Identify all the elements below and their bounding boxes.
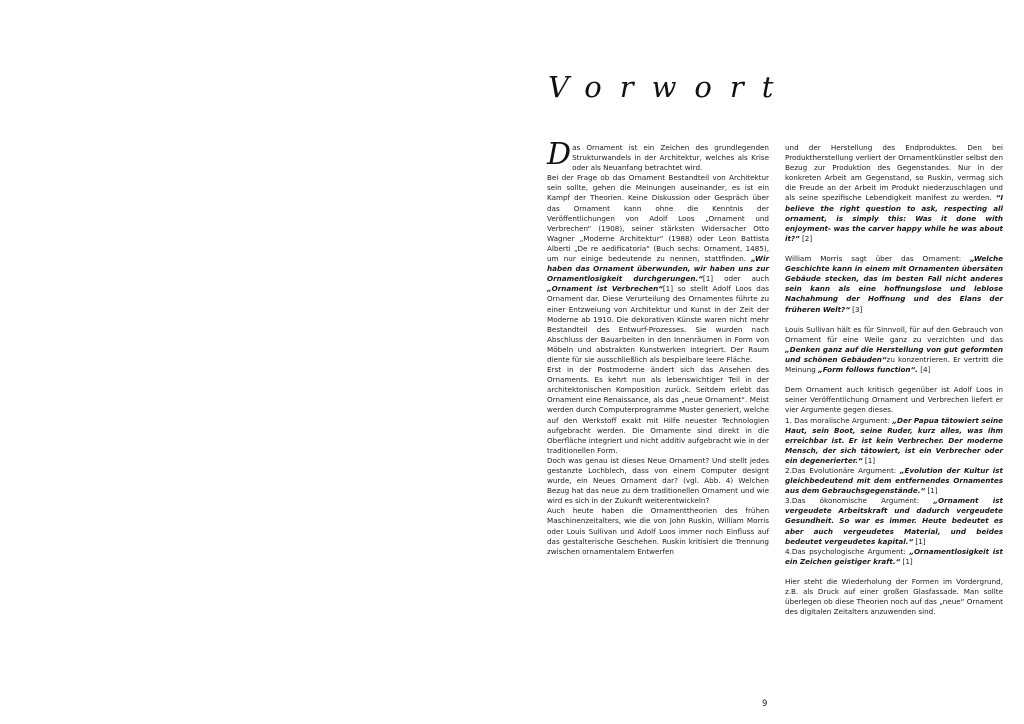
body-text: 1. Das moralische Argument: xyxy=(785,415,891,425)
quote: „Welche Geschichte kann in einem mit Ornamenten übersäten Gebäude stecken, das im besten Fall nicht anderes sein kann als eine hoffnungslose und leblose Nachahmung der Hoffnung und des Elans der früheren Welt?“ xyxy=(785,254,1003,314)
quote: „Ornamentlosigkeit ist ein Zeichen geistiger kraft.“ xyxy=(785,546,1003,566)
body-text: William Morris sagt über das Ornament: xyxy=(785,254,962,264)
argument-item xyxy=(785,496,1003,546)
body-text: 4.Das psychologische Argument: xyxy=(785,546,906,556)
reference: [1] xyxy=(927,486,938,496)
text-column-left xyxy=(547,137,769,557)
paragraph: Erst in der Postmoderne ändert sich das Ansehen des Ornaments. Es kehrt nun als lebenswichtiger Teil in der architektonischen Komposition zurück. Seitdem erlebt das Ornament eine Renaissance, als das „neue Ornament“. Meist werden durch Computerprogramme Muster generiert, welche auf den Werkstoff exakt mit Hilfe neuester Technologien aufgebracht werden. Die Ornamente sind direkt in die Oberfläche integriert und nicht additiv aufgebracht wie in der traditionellen Form. xyxy=(547,365,769,455)
body-text: zu konzentrieren. Er vertritt die Meinung xyxy=(785,354,1003,375)
quote: „Ornament ist Verbrechen“ xyxy=(547,284,663,294)
paragraph: Auch heute haben die Ornamenttheorien des frühen Maschinenzeitalters, wie die von John Ruskin, William Morris oder Louis Sullivan und Adolf Loos immer noch Einfluss auf das gestalterische Geschehen. Ruskin kritisiert die Trennung zwischen ornamentalem Entwerfen xyxy=(547,506,769,556)
paragraph xyxy=(785,325,1003,375)
text-column-right xyxy=(785,143,1003,617)
quote: „Form follows function“. xyxy=(818,365,918,375)
quote: „Wir haben das Ornament überwunden, wir haben uns zur Ornamentlosigkeit durchgerungen.“ xyxy=(547,254,769,284)
paragraph: Doch was genau ist dieses Neue Ornament? Und stellt jedes gestanzte Lochblech, dass von einem Computer designt wurde, ein Neues Ornament dar? (vgl. Abb. 4) Welchen Bezug hat das neue zu dem traditionellen Ornament und wie wird es sich in der Zukunft weiterentwickeln? xyxy=(547,455,769,506)
paragraph: Dem Ornament auch kritisch gegenüber ist Adolf Loos in seiner Veröffentlichung Ornament und Verbrechen liefert er vier Argumente gegen dieses. xyxy=(785,385,1003,415)
body-text: oder auch xyxy=(724,274,769,284)
page-number: 9 xyxy=(762,699,768,709)
intro-text: as Ornament ist ein Zeichen des grundlegenden Strukturwandels in der Architektur, welches als Krise oder als Neuanfang betrachtet wird. xyxy=(572,143,769,173)
reference: [4] xyxy=(920,365,931,375)
paragraph xyxy=(785,254,1003,315)
body-text: Bei der Frage ob das Ornament Bestandteil von Architektur sein sollte, gehen die Meinungen auseinander, es ist ein Kampf der Theorien. Keine Diskussion oder Gespräch über das Ornament kann ohne die Kenntnis der Veröffentlichungen von Adolf Loos „Ornament und Verbrechen“ (1908), seiner stärksten Widersacher Otto Wagner „Moderne Architektur“ (1988) oder Leon Battista Alberti „De re aedificatoria“ (Buch sechs: Ornament, 1485), um nur einige bedeutende zu nennen, stattfinden. xyxy=(547,173,769,264)
reference: [2] xyxy=(802,233,813,243)
reference: [1] xyxy=(864,455,876,465)
reference: [1] xyxy=(662,284,674,294)
body-text: 3.Das ökonomische Argument: xyxy=(785,496,920,506)
page-title: Vorwort xyxy=(548,70,792,104)
quote: „Evolution der Kultur ist gleichbedeutend mit dem entfernendes Ornamentes aus dem Gebrauchsgegenstände.“ xyxy=(785,466,1003,496)
quote: “I believe the right question to ask, respecting all ornament, is simply this: Was it done with enjoyment- was the carver happy while he was about it?” xyxy=(785,193,1003,243)
reference: [3] xyxy=(852,304,863,314)
body-text: so stellt Adolf Loos das Ornament dar. Diese Verurteilung des Ornamentes führte zu einer Entzweiung von Architektur und Kunst in der Zeit der Moderne ab 1910. Die dekorativen Künste waren nicht mehr Bestandteil des Entwurf-Prozesses. Sie wurden nach Abschluss der Bauarbeiten in den Innenräumen in Form von Möbeln und abstrakten Kunstwerken integriert. Der Raum diente für sie ausschließlich als bespielbare leere Fläche. xyxy=(547,284,769,364)
body-text: Louis Sullivan hält es für Sinnvoll, für auf den Gebrauch von Ornament für eine Weile ganz zu verzichten und das xyxy=(785,324,1003,344)
argument-item xyxy=(785,416,1003,466)
paragraph xyxy=(547,173,769,365)
body-text: und der Herstellung des Endproduktes. Den bei Produktherstellung verliert der Ornamentkünstler selbst den Bezug zur Produktion des Gegenstandes. Nur in der konkreten Arbeit am Gegenstand, so Ruskin, vermag sich die Freude an der Arbeit im Produkt niederzuschlagen und als seine spezifische Lebendigkeit manifest zu werden. xyxy=(785,143,1003,203)
argument-item xyxy=(785,466,1003,496)
paragraph: Hier steht die Wiederholung der Formen im Vordergrund, z.B. als Druck auf einer großen Glasfassade. Man sollte überlegen ob diese Theorien noch auf das „neue“ Ornament des digitalen Zeitalters anzuwenden sind. xyxy=(785,577,1003,617)
reference: [1] xyxy=(915,536,926,546)
argument-item xyxy=(785,547,1003,567)
reference: [1] xyxy=(702,274,714,284)
reference: [1] xyxy=(902,556,913,566)
paragraph-intro xyxy=(547,137,769,173)
body-text: 2.Das Evolutionäre Argument: xyxy=(785,466,897,475)
paragraph xyxy=(785,143,1003,244)
quote: „Denken ganz auf die Herstellung von gut geformten und schönen Gebäuden“ xyxy=(785,344,1003,364)
quote: „Der Papua tätowiert seine Haut, sein Boot, seine Ruder, kurz alles, was ihm erreichbar ist. Er ist kein Verbrecher. Der moderne Mensch, der sich tätowiert, ist ein Verbrecher oder ein degenerierter.“ xyxy=(785,415,1003,465)
drop-cap: D xyxy=(547,137,572,172)
quote: „Ornament ist vergeudete Arbeitskraft und dadurch vergeudete Gesundheit. So war es immer. Heute bedeutet es aber auch vergeudetes Material, und beides bedeutet vergeudetes kapital.“ xyxy=(785,496,1003,546)
